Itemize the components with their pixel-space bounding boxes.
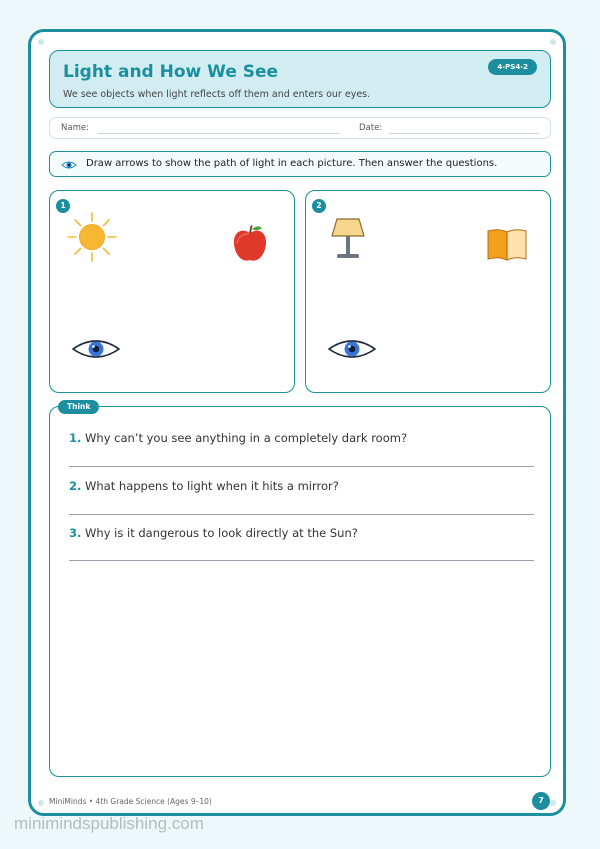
instruction-text: Draw arrows to show the path of light in each picture. Then answer the questions. — [86, 158, 498, 169]
sun-icon — [66, 211, 118, 263]
name-field[interactable] — [98, 133, 340, 134]
eye-icon — [328, 337, 376, 361]
watermark: minimindspublishing.com — [14, 814, 204, 833]
standard-code-badge: 4-PS4-2 — [488, 59, 537, 75]
page-subtitle: We see objects when light reflects off them and enters our eyes. — [63, 89, 371, 100]
page-number-badge: 7 — [532, 792, 550, 810]
corner-dot — [550, 39, 556, 45]
apple-icon — [231, 224, 269, 264]
question-number: 2. — [69, 479, 82, 493]
question-text: What happens to light when it hits a mirror? — [85, 479, 339, 493]
panel-number: 2 — [312, 199, 326, 213]
date-field[interactable] — [389, 133, 539, 134]
footer-text: MiniMinds • 4th Grade Science (Ages 9–10) — [49, 797, 212, 806]
question-number: 3. — [69, 526, 82, 540]
question-number: 1. — [69, 431, 82, 445]
corner-dot — [38, 39, 44, 45]
corner-dot — [38, 800, 44, 806]
think-section — [49, 402, 551, 777]
question-3 — [69, 526, 358, 540]
question-text: Why is it dangerous to look directly at the Sun? — [85, 526, 358, 540]
page-title: Light and How We See — [63, 62, 279, 82]
book-icon — [486, 228, 528, 262]
think-badge: Think — [58, 400, 99, 414]
lamp-icon — [330, 218, 366, 260]
eye-icon — [72, 337, 120, 361]
question-text: Why can’t you see anything in a completely dark room? — [85, 431, 408, 445]
corner-dot — [550, 800, 556, 806]
question-2 — [69, 479, 339, 493]
answer-line-1[interactable] — [69, 466, 534, 467]
picture-panel-2[interactable] — [305, 190, 551, 393]
answer-line-3[interactable] — [69, 560, 534, 561]
date-label: Date: — [359, 123, 383, 133]
question-1 — [69, 431, 407, 445]
worksheet-header — [49, 50, 551, 108]
answer-line-2[interactable] — [69, 514, 534, 515]
panel-number: 1 — [56, 199, 70, 213]
picture-panel-1[interactable] — [49, 190, 295, 393]
eye-icon — [61, 160, 77, 170]
student-info-bar — [49, 117, 551, 139]
name-label: Name: — [61, 123, 89, 133]
instruction-bar — [49, 151, 551, 177]
